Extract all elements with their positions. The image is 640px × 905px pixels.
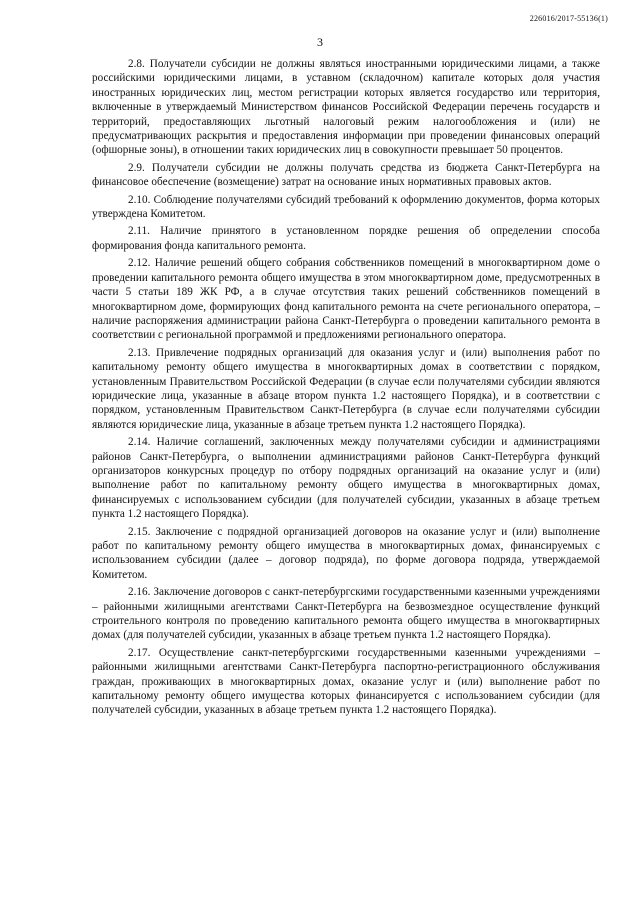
paragraph-2-9: 2.9. Получатели субсидии не должны получать средства из бюджета Санкт-Петербурга на финансовое обеспечение (возмещение) затрат на основание иных нормативных правовых актов. (92, 161, 600, 189)
document-id: 226016/2017-55136(1) (529, 14, 608, 23)
paragraph-2-16: 2.16. Заключение договоров с санкт-петербургскими государственными казенными учреждениями – районными жилищными агентствами Санкт-Петербурга на безвозмездное осуществление функций строительного контроля по проведению капитального ремонта общего имущества в многоквартирных домах (для получателей субсидии, указанных в абзаце третьем пункта 1.2 настоящего Порядка). (92, 586, 600, 642)
paragraph-2-11: 2.11. Наличие принятого в установленном порядке решения об определении способа формирования фонда капитального ремонта. (92, 225, 600, 252)
paragraph-2-12: 2.12. Наличие решений общего собрания собственников помещений в многоквартирном доме о проведении капитального ремонта общего имущества в этом многоквартирном доме, предусмотренных в части 5 статьи 189 ЖК РФ, а в случае отсутствия таких решений собственников помещений в многоквартирном доме, формирующих фонд капитального ремонта на счете регионального оператора, – наличие распоряжения администрации района Санкт-Петербурга о проведении капитального ремонта в соответствии с региональной программой и предложениями регионального оператора. (92, 257, 600, 342)
document-body (92, 57, 600, 721)
paragraph-2-13: 2.13. Привлечение подрядных организаций для оказания услуг и (или) выполнения работ по капитальному ремонту общего имущества в многоквартирных домах в соответствии с порядком, установленным Правительством Российской Федерации (в случае если получателями субсидии являются юридические лица, указанные в абзаце втором пункта 1.2 настоящего Порядка), и в соответствии с порядком, установленным Правительством Санкт-Петербурга (в случае если получателями субсидии являются юридические лица, указанные в абзаце третьем пункта 1.2 настоящего Порядка). (92, 346, 600, 431)
page-number: 3 (317, 35, 323, 49)
paragraph-2-10: 2.10. Соблюдение получателями субсидий требований к оформлению документов, форма которых утверждена Комитетом. (92, 193, 600, 221)
paragraph-2-17: 2.17. Осуществление санкт-петербургскими государственными казенными учреждениями – районными жилищными агентствами Санкт-Петербурга паспортно-регистрационного обслуживания граждан, проживающих в многоквартирных домах, оказание услуг и (или) выполнение работ по капитальному ремонту общего имущества которых финансируется с использованием субсидии (для получателей субсидии, указанных в абзаце третьем пункта 1.2 настоящего Порядка). (92, 646, 600, 717)
paragraph-2-14: 2.14. Наличие соглашений, заключенных между получателями субсидии и администрациями районов Санкт-Петербурга, о выполнении администрациями районов Санкт-Петербурга функций организаторов конкурсных процедур по отбору подрядных организаций на оказание услуг и (или) выполнение работ по капитальному ремонту общего имущества в многоквартирных домах, финансируемых с использованием субсидии (для получателей субсидии, указанных в абзаце третьем пункта 1.2 настоящего Порядка). (92, 436, 600, 521)
paragraph-2-15: 2.15. Заключение с подрядной организацией договоров на оказание услуг и (или) выполнение работ по капитальному ремонту общего имущества в многоквартирных домах, финансируемых с использованием субсидии (далее – договор подряда), по форме договора подряда, утверждаемой Комитетом. (92, 525, 600, 581)
paragraph-2-8: 2.8. Получатели субсидии не должны являться иностранными юридическими лицами, а также российскими юридическими лицами, в уставном (складочном) капитале которых доля участия иностранных юридических лиц, местом регистрации которых является государство или территория, включенные в утверждаемый Министерством финансов Российской Федерации перечень государств и территорий, предоставляющих льготный налоговый режим налогообложения и (или) не предусматривающих раскрытия и предоставления информации при проведении финансовых операций (офшорные зоны), в отношении таких юридических лиц в совокупности превышает 50 процентов. (92, 58, 600, 157)
